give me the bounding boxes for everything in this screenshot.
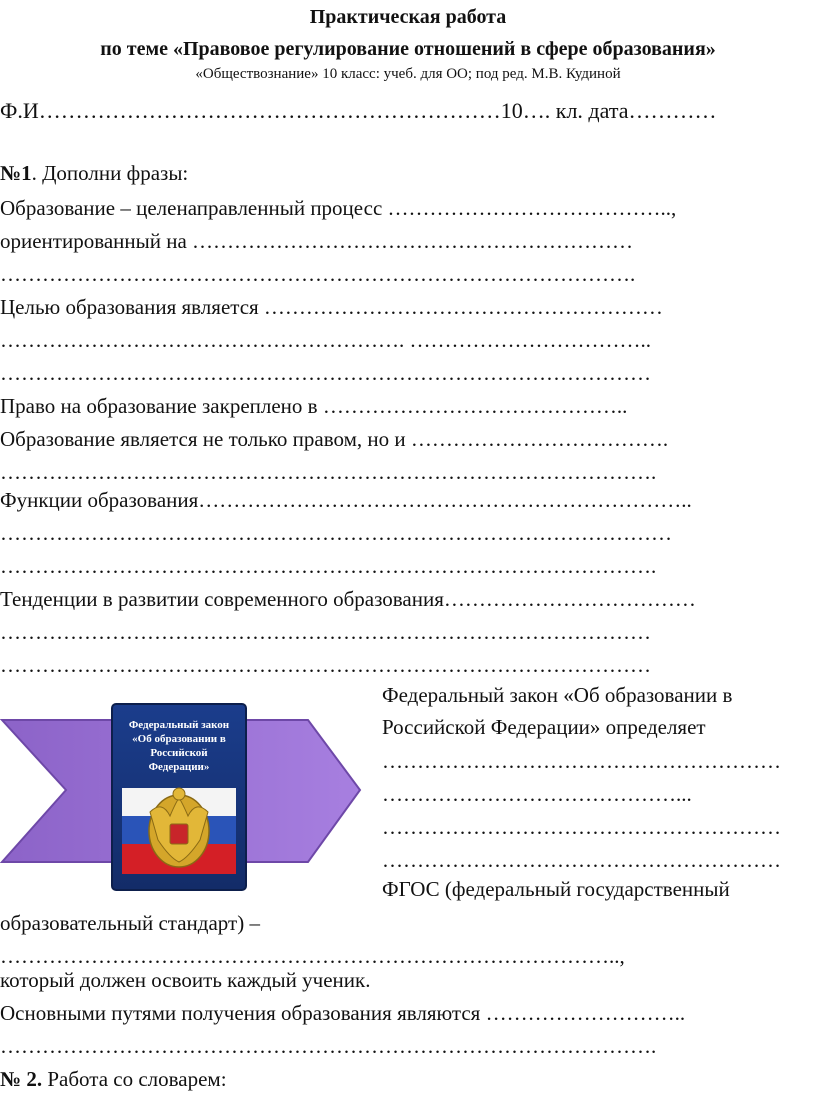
task1-line: ………………………………………………………………………………… [0,653,651,677]
task2-heading [0,1066,227,1092]
task1-line: …………………………………………………………………………………… [0,521,672,545]
book-title-line: Российской [150,747,208,759]
body-line: образовательный стандарт) – [0,911,260,935]
task1-line: …………………………………………………………………………………. [0,554,657,578]
side-line: ………………………………………………… [382,848,781,872]
task2-number: № 2. [0,1067,43,1091]
task1-line: Функции образования…………………………………………………………….. [0,488,692,512]
side-line: ФГОС (федеральный государственный [382,877,730,901]
book-title-line: «Об образовании в [132,733,226,745]
textbook-subtitle: «Обществознание» 10 класс: учеб. для ОО; под ред. М.В. Кудиной [195,66,621,82]
task1-line: Тенденции в развитии современного образования……………………………… [0,587,696,611]
side-line: Российской Федерации» определяет [382,715,706,739]
task1-heading [0,160,188,186]
task1-line: ………………………………………………………………………………… [0,620,651,644]
task1-line: ………………………………………………………………………………… [0,361,651,385]
side-line: ……………………………………... [382,782,692,806]
body-line: …………………………………………………………………………………. [0,1034,657,1058]
law-banner-image [0,690,368,900]
page-title: Практическая работа [309,6,507,28]
task1-line: ………………………………………………………………………………. [0,262,636,286]
side-line: ………………………………………………… [382,815,781,839]
side-line: ………………………………………………… [382,749,781,773]
task1-line: Образование – целенаправленный процесс ………………………………….., [0,196,677,220]
task1-line: Целью образования является ………………………………………………… [0,295,663,319]
book-title-line: Федеральный закон [128,719,230,731]
task2-heading-text: Работа со словарем: [42,1067,227,1091]
body-line: …………………………………………………………………………….., [0,944,625,968]
side-line: Федеральный закон «Об образовании в [382,683,733,707]
task1-line: ориентированный на ……………………………………………………… [0,229,634,253]
task1-line: …………………………………………………. …………………………….. [0,328,651,352]
body-line: Основными путями получения образования являются ……………………….. [0,1001,686,1025]
body-line: который должен освоить каждый ученик. [0,968,371,992]
task1-line: …………………………………………………………………………………. [0,460,657,484]
task1-heading-text: . Дополни фразы: [31,161,189,185]
fio-line: Ф.И………………………………………………………10…. кл. дата………… [0,98,717,123]
task1-line: Право на образование закреплено в …………………………………….. [0,394,628,418]
book-title-line: Федерации» [148,761,210,773]
task1-number: №1 [0,161,32,185]
topic-title: по теме «Правовое регулирование отношений в сфере образования» [100,38,716,60]
task1-line: Образование является не только правом, но и ………………………………. [0,427,669,451]
